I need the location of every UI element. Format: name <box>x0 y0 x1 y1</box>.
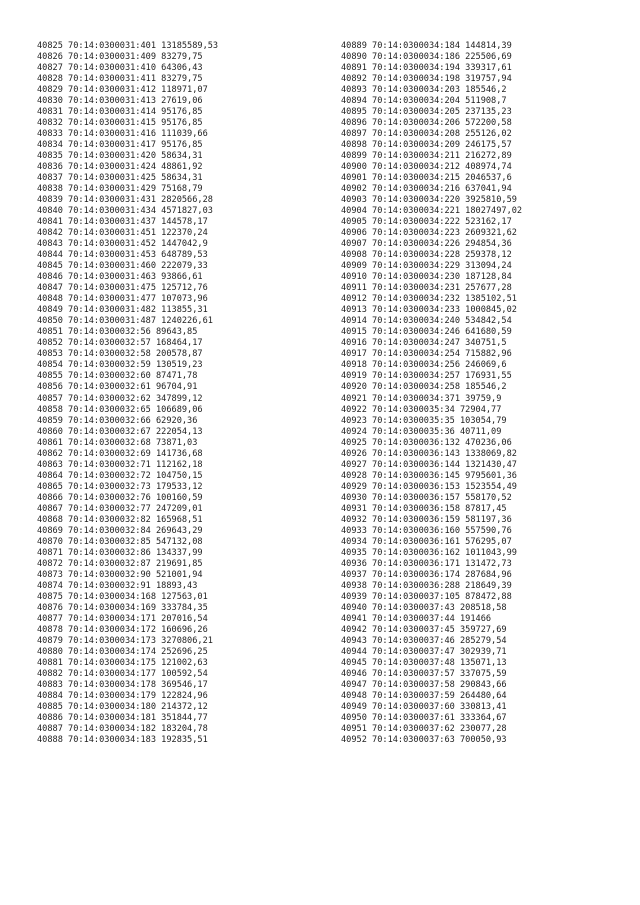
table-row: 40920 70:14:0300034:258 185546,2 <box>341 382 507 393</box>
table-row: 40840 70:14:0300031:434 4571827,03 <box>37 206 213 217</box>
table-row: 40835 70:14:0300031:420 58634,31 <box>37 151 203 162</box>
table-row: 40946 70:14:0300037:57 337075,59 <box>341 668 507 679</box>
table-row: 40854 70:14:0300032:59 130519,23 <box>37 360 203 371</box>
table-row: 40923 70:14:0300035:35 103054,79 <box>341 415 507 426</box>
table-row: 40901 70:14:0300034:215 2046537,6 <box>341 173 512 184</box>
table-row: 40848 70:14:0300031:477 107073,96 <box>37 294 208 305</box>
table-row: 40931 70:14:0300036:158 87817,45 <box>341 503 507 514</box>
table-row: 40887 70:14:0300034:182 183204,78 <box>37 723 208 734</box>
table-row: 40876 70:14:0300034:169 333784,35 <box>37 602 208 613</box>
table-row: 40864 70:14:0300032:72 104750,15 <box>37 470 203 481</box>
table-row: 40948 70:14:0300037:59 264480,64 <box>341 690 507 701</box>
table-row: 40924 70:14:0300035:36 40711,09 <box>341 426 502 437</box>
table-row: 40853 70:14:0300032:58 200578,87 <box>37 349 203 360</box>
table-row: 40900 70:14:0300034:212 408974,74 <box>341 162 512 173</box>
table-row: 40917 70:14:0300034:254 715882,96 <box>341 349 512 360</box>
table-row: 40837 70:14:0300031:425 58634,31 <box>37 173 203 184</box>
table-row: 40849 70:14:0300031:482 113855,31 <box>37 305 208 316</box>
table-row: 40912 70:14:0300034:232 1385102,51 <box>341 294 517 305</box>
table-row: 40880 70:14:0300034:174 252696,25 <box>37 646 208 657</box>
table-row: 40925 70:14:0300036:132 470236,06 <box>341 437 512 448</box>
table-row: 40895 70:14:0300034:205 237135,23 <box>341 107 512 118</box>
table-row: 40839 70:14:0300031:431 2820566,28 <box>37 195 213 206</box>
table-row: 40828 70:14:0300031:411 83279,75 <box>37 74 203 85</box>
table-row: 40941 70:14:0300037:44 191466 <box>341 613 492 624</box>
table-row: 40833 70:14:0300031:416 111039,66 <box>37 129 208 140</box>
table-row: 40863 70:14:0300032:71 112162,18 <box>37 459 203 470</box>
table-row: 40834 70:14:0300031:417 95176,85 <box>37 140 203 151</box>
table-row: 40865 70:14:0300032:73 179533,12 <box>37 481 203 492</box>
table-row: 40897 70:14:0300034:208 255126,02 <box>341 129 512 140</box>
table-row: 40884 70:14:0300034:179 122824,96 <box>37 690 208 701</box>
table-row: 40886 70:14:0300034:181 351844,77 <box>37 712 208 723</box>
table-row: 40826 70:14:0300031:409 83279,75 <box>37 52 203 63</box>
table-row: 40875 70:14:0300034:168 127563,01 <box>37 591 208 602</box>
table-row: 40939 70:14:0300037:105 878472,88 <box>341 591 512 602</box>
table-row: 40856 70:14:0300032:61 96704,91 <box>37 382 198 393</box>
table-row: 40926 70:14:0300036:143 1338069,82 <box>341 448 517 459</box>
table-row: 40919 70:14:0300034:257 176931,55 <box>341 371 512 382</box>
table-row: 40878 70:14:0300034:172 160696,26 <box>37 624 208 635</box>
table-row: 40844 70:14:0300031:453 648789,53 <box>37 250 208 261</box>
table-row: 40894 70:14:0300034:204 511908,7 <box>341 96 507 107</box>
table-row: 40910 70:14:0300034:230 187128,84 <box>341 272 512 283</box>
table-row: 40871 70:14:0300032:86 134337,99 <box>37 547 203 558</box>
table-row: 40906 70:14:0300034:223 2609321,62 <box>341 228 517 239</box>
table-row: 40945 70:14:0300037:48 135071,13 <box>341 657 507 668</box>
table-row: 40943 70:14:0300037:46 285279,54 <box>341 635 507 646</box>
table-row: 40852 70:14:0300032:57 168464,17 <box>37 338 203 349</box>
table-row: 40855 70:14:0300032:60 87471,78 <box>37 371 198 382</box>
table-row: 40947 70:14:0300037:58 290843,66 <box>341 679 507 690</box>
table-row: 40888 70:14:0300034:183 192835,51 <box>37 734 208 745</box>
table-row: 40898 70:14:0300034:209 246175,57 <box>341 140 512 151</box>
table-row: 40940 70:14:0300037:43 208518,58 <box>341 602 507 613</box>
table-row: 40882 70:14:0300034:177 100592,54 <box>37 668 208 679</box>
table-row: 40914 70:14:0300034:240 534842,54 <box>341 316 512 327</box>
table-row: 40944 70:14:0300037:47 302939,71 <box>341 646 507 657</box>
table-row: 40841 70:14:0300031:437 144578,17 <box>37 217 208 228</box>
table-row: 40938 70:14:0300036:288 218649,39 <box>341 580 512 591</box>
table-row: 40927 70:14:0300036:144 1321430,47 <box>341 459 517 470</box>
table-row: 40918 70:14:0300034:256 246069,6 <box>341 360 507 371</box>
table-row: 40881 70:14:0300034:175 121002,63 <box>37 657 208 668</box>
table-row: 40932 70:14:0300036:159 581197,36 <box>341 514 512 525</box>
table-row: 40873 70:14:0300032:90 521001,94 <box>37 569 203 580</box>
table-row: 40872 70:14:0300032:87 219691,85 <box>37 558 203 569</box>
table-row: 40831 70:14:0300031:414 95176,85 <box>37 107 203 118</box>
table-row: 40866 70:14:0300032:76 100160,59 <box>37 492 203 503</box>
table-row: 40934 70:14:0300036:161 576295,07 <box>341 536 512 547</box>
table-row: 40867 70:14:0300032:77 247209,01 <box>37 503 203 514</box>
table-row: 40951 70:14:0300037:62 230077,28 <box>341 723 507 734</box>
table-row: 40936 70:14:0300036:171 131472,73 <box>341 558 512 569</box>
table-row: 40929 70:14:0300036:153 1523554,49 <box>341 481 517 492</box>
left-column <box>37 41 218 746</box>
table-row: 40890 70:14:0300034:186 225506,69 <box>341 52 512 63</box>
table-row: 40883 70:14:0300034:178 369546,17 <box>37 679 208 690</box>
table-row: 40858 70:14:0300032:65 106689,06 <box>37 404 203 415</box>
table-row: 40950 70:14:0300037:61 333364,67 <box>341 712 507 723</box>
table-row: 40851 70:14:0300032:56 89643,85 <box>37 327 198 338</box>
table-row: 40949 70:14:0300037:60 330813,41 <box>341 701 507 712</box>
table-row: 40905 70:14:0300034:222 523162,17 <box>341 217 512 228</box>
table-row: 40935 70:14:0300036:162 1011043,99 <box>341 547 517 558</box>
table-row: 40868 70:14:0300032:82 165968,51 <box>37 514 203 525</box>
table-row: 40903 70:14:0300034:220 3925810,59 <box>341 195 517 206</box>
table-row: 40913 70:14:0300034:233 1000845,02 <box>341 305 517 316</box>
table-row: 40879 70:14:0300034:173 3270806,21 <box>37 635 213 646</box>
table-row: 40922 70:14:0300035:34 72904,77 <box>341 404 502 415</box>
table-row: 40892 70:14:0300034:198 319757,94 <box>341 74 512 85</box>
table-row: 40915 70:14:0300034:246 641680,59 <box>341 327 512 338</box>
table-row: 40889 70:14:0300034:184 144814,39 <box>341 41 512 51</box>
table-row: 40869 70:14:0300032:84 269643,29 <box>37 525 203 536</box>
table-row: 40942 70:14:0300037:45 359727,69 <box>341 624 507 635</box>
table-row: 40896 70:14:0300034:206 572200,58 <box>341 118 512 129</box>
table-row: 40907 70:14:0300034:226 294854,36 <box>341 239 512 250</box>
table-row: 40921 70:14:0300034:371 39759,9 <box>341 393 502 404</box>
table-row: 40861 70:14:0300032:68 73871,03 <box>37 437 198 448</box>
table-row: 40836 70:14:0300031:424 48861,92 <box>37 162 203 173</box>
table-row: 40885 70:14:0300034:180 214372,12 <box>37 701 208 712</box>
table-row: 40937 70:14:0300036:174 287684,96 <box>341 569 512 580</box>
table-row: 40909 70:14:0300034:229 313094,24 <box>341 261 512 272</box>
table-row: 40847 70:14:0300031:475 125712,76 <box>37 283 208 294</box>
table-row: 40893 70:14:0300034:203 185546,2 <box>341 85 507 96</box>
table-row: 40842 70:14:0300031:451 122370,24 <box>37 228 208 239</box>
table-row: 40891 70:14:0300034:194 339317,61 <box>341 63 512 74</box>
table-row: 40825 70:14:0300031:401 13185589,53 <box>37 41 219 51</box>
table-row: 40902 70:14:0300034:216 637041,94 <box>341 184 512 195</box>
table-row: 40843 70:14:0300031:452 1447042,9 <box>37 239 208 250</box>
table-row: 40899 70:14:0300034:211 216272,89 <box>341 151 512 162</box>
table-row: 40870 70:14:0300032:85 547132,08 <box>37 536 203 547</box>
table-row: 40846 70:14:0300031:463 93866,61 <box>37 272 203 283</box>
table-row: 40859 70:14:0300032:66 62920,36 <box>37 415 198 426</box>
table-row: 40838 70:14:0300031:429 75168,79 <box>37 184 203 195</box>
table-row: 40930 70:14:0300036:157 558170,52 <box>341 492 512 503</box>
table-row: 40829 70:14:0300031:412 118971,07 <box>37 85 208 96</box>
table-row: 40911 70:14:0300034:231 257677,28 <box>341 283 512 294</box>
table-row: 40860 70:14:0300032:67 222054,13 <box>37 426 203 437</box>
table-row: 40874 70:14:0300032:91 18893,43 <box>37 580 198 591</box>
table-row: 40830 70:14:0300031:413 27619,06 <box>37 96 203 107</box>
table-row: 40827 70:14:0300031:410 64306,43 <box>37 63 203 74</box>
table-row: 40850 70:14:0300031:487 1240226,61 <box>37 316 213 327</box>
table-row: 40952 70:14:0300037:63 700050,93 <box>341 734 507 745</box>
table-row: 40845 70:14:0300031:460 222079,33 <box>37 261 208 272</box>
table-row: 40877 70:14:0300034:171 207016,54 <box>37 613 208 624</box>
table-row: 40862 70:14:0300032:69 141736,68 <box>37 448 203 459</box>
right-column <box>341 41 522 746</box>
table-row: 40928 70:14:0300036:145 9795601,36 <box>341 470 517 481</box>
table-row: 40832 70:14:0300031:415 95176,85 <box>37 118 203 129</box>
table-row: 40916 70:14:0300034:247 340751,5 <box>341 338 507 349</box>
table-row: 40908 70:14:0300034:228 259378,12 <box>341 250 512 261</box>
table-row: 40933 70:14:0300036:160 557590,76 <box>341 525 512 536</box>
table-row: 40904 70:14:0300034:221 18027497,02 <box>341 206 523 217</box>
table-row: 40857 70:14:0300032:62 347899,12 <box>37 393 203 404</box>
